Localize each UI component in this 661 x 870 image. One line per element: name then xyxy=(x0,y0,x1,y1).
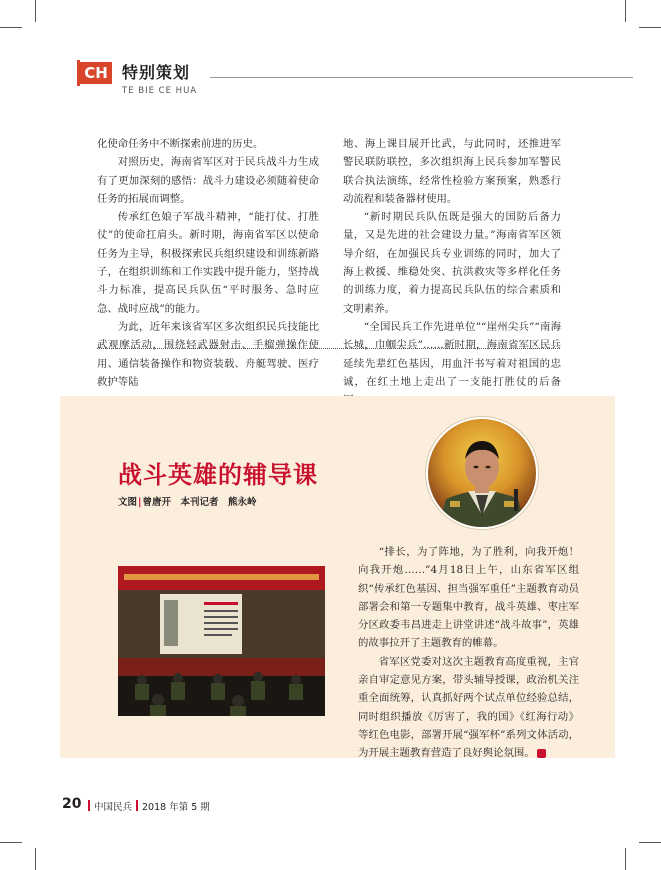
section-divider xyxy=(97,348,560,349)
byline-prefix: 文图 xyxy=(118,497,138,508)
text-column-left xyxy=(97,135,319,391)
hero-portrait xyxy=(426,417,538,529)
footer-separator xyxy=(88,800,90,811)
page-number: 20 xyxy=(62,796,82,812)
paragraph: 传承红色娘子军战斗精神，“能打仗、打胜仗”的使命扛肩头。新时期，海南省军区以使命任务为主导，积极探索民兵组织建设和训练新路子，在组织训练和工作实践中提升能力，坚持战斗力标准，提高民兵队伍“平时服务、急时应急、战时应战”的能力。 xyxy=(97,211,319,315)
paragraph: 地、海上课目展开比武，与此同时，还推进军警民联防联控，多次组织海上民兵参加军警民联合执法演练，经常性检验方案预案，熟悉行动流程和装备器材使用。 xyxy=(343,138,561,205)
paragraph xyxy=(358,653,579,763)
paragraph: 化使命任务中不断探索前进的历史。 xyxy=(97,138,264,150)
byline-separator: | xyxy=(138,497,142,508)
magazine-name: 中国民兵 xyxy=(94,802,133,813)
meeting-image xyxy=(118,566,325,716)
footer-info xyxy=(84,799,210,813)
crop-mark xyxy=(0,27,22,28)
byline-authors: 曾唐开 本刊记者 熊永岭 xyxy=(142,497,257,508)
crop-mark xyxy=(639,842,661,843)
paragraph: 为此，近年来该省军区多次组织民兵技能比武观摩活动，围绕轻武器射击、手榴弹操作使用、通信装备操作和物资装载、舟艇驾驶、医疗救护等陆 xyxy=(97,320,319,388)
end-mark-icon xyxy=(537,749,546,758)
byline xyxy=(118,494,257,508)
meeting-photo xyxy=(118,566,325,716)
crop-mark xyxy=(625,848,626,870)
paragraph-text: 省军区党委对这次主题教育高度重视，主官亲自审定意见方案，带头辅导授课，政治机关注重全面统筹，认真抓好两个试点单位经验总结，同时组织播放《厉害了，我的国》《红海行动》等红色电影，部署开展“强军杯”系列文体活动，为开展主题教育营造了良好舆论氛围。 xyxy=(358,655,579,760)
paragraph: “排长，为了阵地，为了胜利，向我开炮！向我开炮……”4月18日上午，山东省军区组织“传承红色基因、担当强军重任”主题教育动员部署会和第一专题集中教育，战斗英雄、枣庄军分区政委韦昌进走上讲堂讲述“战斗故事”，英雄的故事拉开了主题教育的帷幕。 xyxy=(358,546,579,650)
crop-mark xyxy=(639,27,661,28)
section-badge: CH xyxy=(80,62,112,84)
crop-mark xyxy=(35,848,36,870)
section-subtitle: TE BIE CE HUA xyxy=(122,86,198,96)
paragraph: 对照历史，海南省军区对于民兵战斗力生成有了更加深刻的感悟：战斗力建设必须随着使命任务的拓展而调整。 xyxy=(97,156,319,205)
text-column-right xyxy=(343,135,561,409)
article-title: 战斗英雄的辅导课 xyxy=(118,460,318,489)
section-title: 特别策划 xyxy=(122,63,191,82)
footer-separator xyxy=(136,800,138,811)
crop-mark xyxy=(625,0,626,22)
article-text xyxy=(358,543,579,763)
crop-mark xyxy=(0,842,22,843)
paragraph-text: “全国民兵工作先进单位”“崖州尖兵”“南海长城，巾帼尖兵”……新时期，海南省军区民兵延续先辈红色基因，用血汗书写着对祖国的忠诚，在红土地上走出了一支能打胜仗的后备 xyxy=(343,320,561,388)
crop-mark xyxy=(35,0,36,22)
paragraph: “新时期民兵队伍既是强大的国防后备力量，又是先进的社会建设力量。”海南省军区领导介绍，在加强民兵专业训练的同时，加大了海上救援、维稳处突、抗洪救灾等多样化任务的训练力度，着力提高民兵队伍的综合素质和文明素养。 xyxy=(343,211,561,315)
portrait-image xyxy=(428,419,536,527)
issue-label: 2018 年第 5 期 xyxy=(142,802,210,813)
header-rule xyxy=(210,77,633,78)
